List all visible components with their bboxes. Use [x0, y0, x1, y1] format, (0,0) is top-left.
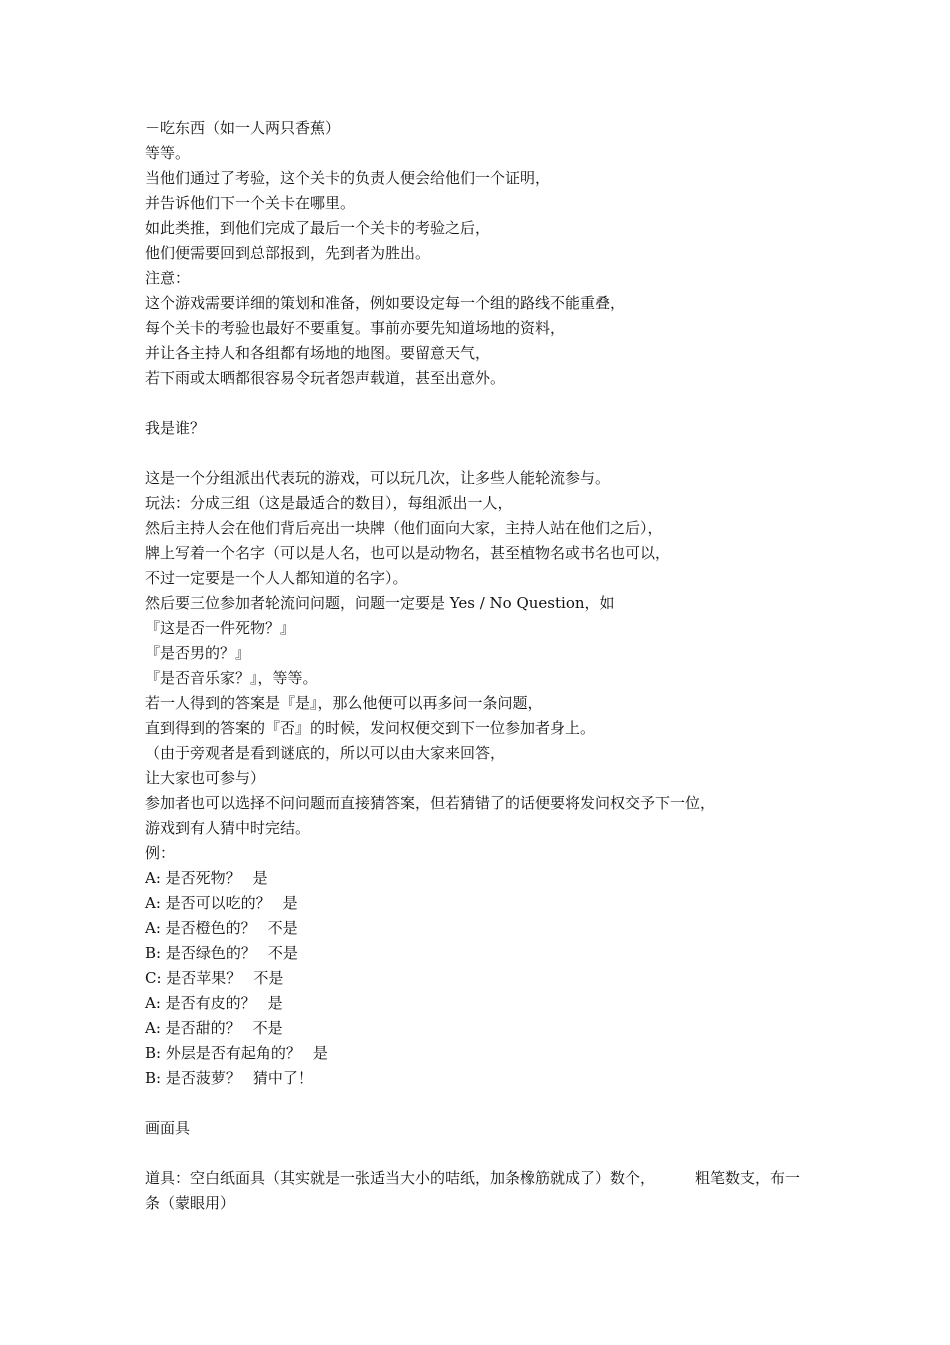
example-answer: 是 — [282, 894, 298, 912]
document-page — [145, 116, 815, 1216]
text-line: 如此类推，到他们完成了最后一个关卡的考验之后， — [145, 219, 491, 237]
text-line: 『是否男的？』 — [145, 644, 251, 662]
text-line: 不过一定要是一个人人都知道的名字）。 — [145, 569, 408, 587]
text-line: 『是否音乐家？』，等等。 — [145, 669, 318, 687]
example-question: A: 是否甜的？ — [145, 1019, 241, 1037]
example-list — [145, 866, 815, 1091]
text-line: 若一人得到的答案是『是』，那么他便可以再多问一条问题， — [145, 694, 543, 712]
text-line: －吃东西（如一人两只香蕉） — [145, 119, 341, 137]
example-question: A: 是否可以吃的？ — [145, 894, 271, 912]
text-line: 『这是否一件死物？』 — [145, 619, 296, 637]
example-answer: 是 — [252, 869, 268, 887]
text-line: 当他们通过了考验，这个关卡的负责人便会给他们一个证明， — [145, 169, 551, 187]
section-title-who-am-i: 我是谁？ — [145, 419, 206, 437]
example-answer: 是 — [312, 1044, 328, 1062]
example-answer: 不是 — [253, 969, 284, 987]
example-row — [145, 991, 815, 1016]
text-line: 这个游戏需要详细的策划和准备，例如要设定每一个组的路线不能重叠， — [145, 294, 626, 312]
example-question: B: 是否菠萝？ — [145, 1069, 241, 1087]
example-row — [145, 966, 815, 991]
example-question: A: 是否有皮的？ — [145, 994, 256, 1012]
text-line: 让大家也可参与） — [145, 769, 266, 787]
example-question: A: 是否橙色的？ — [145, 919, 256, 937]
text-line: 每个关卡的考验也最好不要重复。事前亦要先知道场地的资料， — [145, 319, 566, 337]
text-line: 并告诉他们下一个关卡在哪里。 — [145, 194, 356, 212]
text-line: 等等。 — [145, 144, 191, 162]
text-line: 然后要三位参加者轮流问问题，问题一定要是 Yes / No Question，如 — [145, 594, 615, 612]
example-label: 例： — [145, 844, 176, 862]
text-line: 他们便需要回到总部报到，先到者为胜出。 — [145, 244, 431, 262]
text-line: 并让各主持人和各组都有场地的地图。要留意天气， — [145, 344, 491, 362]
example-row — [145, 1066, 815, 1091]
section-treasure-rules — [145, 116, 815, 391]
example-question: B: 是否绿色的？ — [145, 944, 256, 962]
spacer — [145, 441, 815, 466]
example-question: A: 是否死物？ — [145, 869, 241, 887]
example-row — [145, 1041, 815, 1066]
text-line: 牌上写着一个名字（可以是人名，也可以是动物名，甚至植物名或书名也可以， — [145, 544, 671, 562]
text-line: 然后主持人会在他们背后亮出一块牌（他们面向大家，主持人站在他们之后）， — [145, 519, 663, 537]
example-row — [145, 891, 815, 916]
example-question: B: 外层是否有起角的？ — [145, 1044, 301, 1062]
example-row — [145, 941, 815, 966]
example-answer: 不是 — [252, 1019, 283, 1037]
props-text-part2: 粗笔数支，布一条（蒙眼用） — [145, 1169, 801, 1212]
example-answer: 不是 — [267, 919, 298, 937]
props-paragraph — [145, 1166, 815, 1216]
props-text-part1: 道具：空白纸面具（其实就是一张适当大小的咭纸，加条橡筋就成了）数个， — [145, 1169, 656, 1187]
text-line: 直到得到的答案的『否』的时候，发问权便交到下一位参加者身上。 — [145, 719, 596, 737]
section-who-am-i — [145, 466, 815, 1091]
text-line: 这是一个分组派出代表玩的游戏，可以玩几次，让多些人能轮流参与。 — [145, 469, 611, 487]
spacer — [145, 391, 815, 416]
text-line: （由于旁观者是看到谜底的，所以可以由大家来回答， — [145, 744, 506, 762]
example-answer: 不是 — [267, 944, 298, 962]
example-question: C: 是否苹果？ — [145, 969, 242, 987]
example-row — [145, 1016, 815, 1041]
text-line: 若下雨或太晒都很容易令玩者怨声载道，甚至出意外。 — [145, 369, 506, 387]
note-label: 注意： — [145, 269, 191, 287]
text-line: 玩法：分成三组（这是最适合的数目），每组派出一人， — [145, 494, 513, 512]
spacer — [145, 1141, 815, 1166]
text-line: 参加者也可以选择不问问题而直接猜答案，但若猜错了的话便要将发问权交予下一位， — [145, 794, 716, 812]
example-row — [145, 866, 815, 891]
example-answer: 猜中了！ — [252, 1069, 313, 1087]
example-row — [145, 916, 815, 941]
section-title-draw-mask: 画面具 — [145, 1119, 191, 1137]
text-line: 游戏到有人猜中时完结。 — [145, 819, 311, 837]
example-answer: 是 — [267, 994, 283, 1012]
spacer — [145, 1091, 815, 1116]
